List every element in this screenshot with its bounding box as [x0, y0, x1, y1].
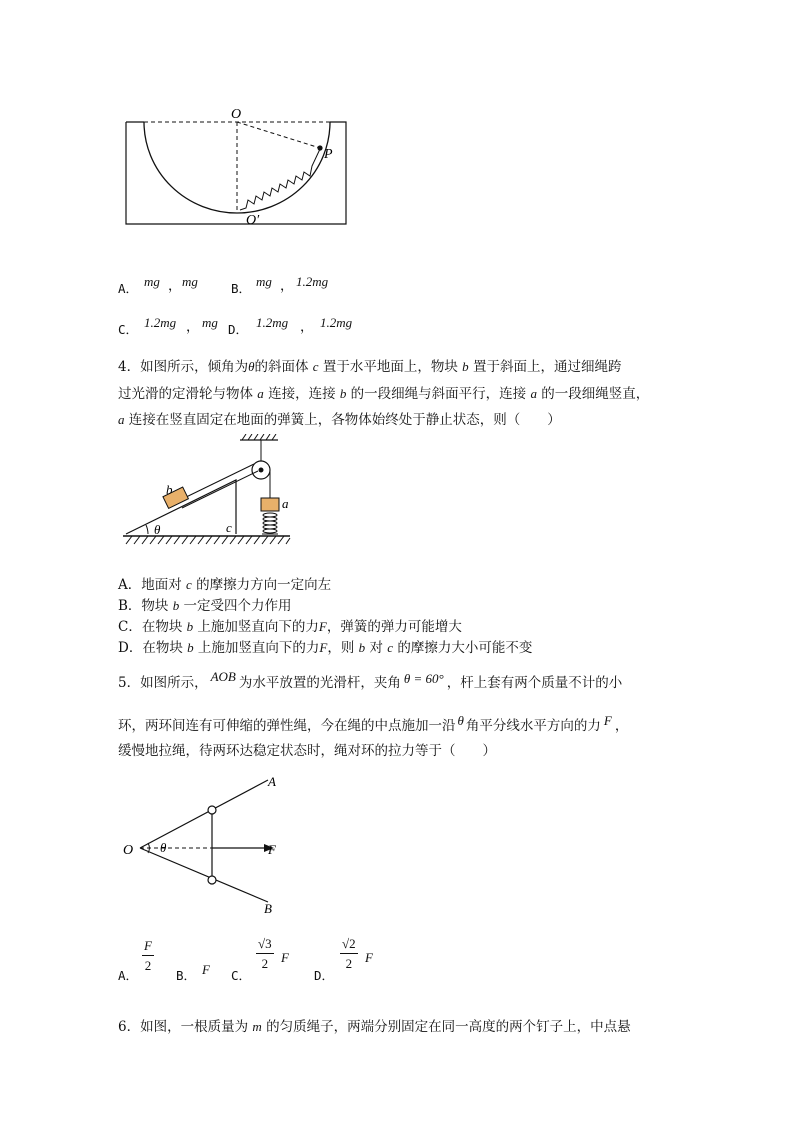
fig-label-c: c	[226, 520, 232, 535]
option-a-sep: ，	[168, 278, 182, 294]
fraction-denominator: 2	[144, 958, 152, 973]
q4-text: 的一段细绳竖直，	[536, 386, 650, 402]
q5-text: ，	[614, 718, 629, 734]
q4-var-c: c	[387, 640, 394, 655]
q4-stem-line1	[118, 360, 621, 375]
fig-label-B: B	[264, 901, 272, 916]
q4-text: 4．如图所示，倾角为	[118, 359, 249, 375]
q5-text: 角平分线水平方向的力	[465, 718, 601, 734]
q5-option-c-label: C．	[231, 968, 252, 983]
q6-text: 的匀质绳子，两端分别固定在同一高度的两个钉子上，中点悬	[261, 1019, 631, 1035]
q4-option-d	[118, 641, 532, 656]
fraction-numerator: √2	[340, 936, 358, 954]
label-O: O	[231, 107, 242, 122]
q5-option-d-F: F	[365, 950, 373, 965]
q6-var-m: m	[252, 1019, 262, 1034]
option-c-sep: ，	[186, 319, 200, 335]
q4-var-b: b	[339, 386, 347, 401]
q5-text: 5．如图所示，	[118, 675, 208, 691]
q4-option-b	[118, 599, 292, 614]
figure-incline-pulley	[118, 434, 298, 552]
q5-option-b-value: F	[202, 962, 210, 977]
q4-text: 一定受四个力作用	[179, 598, 292, 614]
label-O-prime: O′	[246, 213, 260, 228]
q4-var-c: c	[312, 359, 319, 374]
fig-label-O: O	[123, 843, 134, 858]
fraction-numerator: √3	[256, 936, 274, 954]
q4-text: D．在物块	[118, 640, 188, 656]
option-c-value2: mg	[202, 315, 218, 330]
option-c-label: C．	[118, 322, 139, 337]
option-c-value1: 1.2mg	[144, 315, 177, 330]
q4-stem-line3	[118, 413, 561, 428]
q6-text: 6．如图，一根质量为	[118, 1019, 253, 1035]
option-a-label: A．	[118, 281, 139, 296]
q4-var-b: b	[186, 619, 194, 634]
q4-theta: θ	[248, 359, 255, 374]
q4-var-F: F	[318, 619, 327, 634]
label-P: P	[324, 147, 333, 162]
option-b-label: B．	[231, 281, 252, 296]
q4-var-a: a	[118, 412, 125, 427]
q5-text: ，杆上套有两个质量不计的小	[446, 675, 623, 691]
q4-var-a: a	[257, 386, 264, 401]
q5-text: 为水平放置的光滑杆，夹角	[238, 675, 401, 691]
q5-stem-line2	[118, 713, 629, 734]
fraction-denominator: 2	[261, 956, 269, 971]
q4-var-b: b	[172, 598, 180, 613]
q5-theta-eq: θ = 60°	[403, 671, 444, 686]
fraction-numerator: F	[142, 938, 154, 956]
option-b-value2: 1.2mg	[296, 274, 329, 289]
option-d-value1: 1.2mg	[256, 315, 289, 330]
option-d-value2: 1.2mg	[320, 315, 353, 330]
q4-text: 的摩擦力大小可能不变	[393, 640, 533, 656]
q4-text: 上施加竖直向下的力	[193, 619, 319, 635]
q5-option-c-fraction	[256, 936, 274, 972]
q4-option-c	[118, 620, 462, 635]
option-d-label: D．	[228, 322, 249, 337]
q5-option-a-label: A．	[118, 968, 139, 983]
q4-text: B．物块	[118, 598, 173, 614]
q5-option-a-fraction	[142, 938, 154, 974]
q4-var-b: b	[358, 640, 366, 655]
q4-text: A．地面对	[118, 577, 187, 593]
q4-stem-line2	[118, 387, 649, 402]
q5-text: 缓慢地拉绳，待两环达稳定状态时，绳对环的拉力等于（ ）	[118, 743, 496, 759]
fig-label-a: a	[282, 496, 289, 511]
q5-var-F: F	[603, 713, 612, 728]
q5-option-d-fraction	[340, 936, 358, 972]
option-b-value1: mg	[256, 274, 272, 289]
q4-var-b: b	[462, 359, 469, 374]
q5-stem-line3	[118, 745, 496, 759]
q4-var-c: c	[186, 577, 192, 592]
q5-text: 环，两环间连有可伸缩的弹性绳，今在绳的中点施加一沿	[118, 718, 456, 734]
q4-var-F: F	[319, 640, 328, 655]
q5-options	[118, 936, 398, 983]
figure-bowl-spring	[120, 100, 360, 230]
q5-stem-line1	[118, 669, 623, 691]
q4-text: 置于斜面上，通过细绳跨	[468, 359, 622, 375]
q6-stem-line1	[118, 1020, 631, 1035]
fig-label-theta: θ	[160, 840, 167, 855]
q5-option-b-label: B．	[176, 968, 197, 983]
fig-label-A: A	[268, 774, 276, 789]
option-b-sep: ，	[280, 278, 294, 294]
q4-text: ，则	[327, 640, 359, 656]
fraction-denominator: 2	[345, 956, 353, 971]
fig-label-theta: θ	[154, 522, 161, 537]
q4-option-a	[118, 578, 331, 593]
q4-text: 连接在竖直固定在地面的弹簧上，各物体始终处于静止状态，则（ ）	[124, 412, 561, 428]
fig-label-F: F	[268, 842, 276, 857]
fig-label-b: b	[166, 482, 173, 497]
q4-text: 的摩擦力方向一定向左	[191, 577, 332, 593]
q4-text: ，弹簧的弹力可能增大	[326, 619, 462, 635]
q4-var-a: a	[530, 386, 537, 401]
option-d-sep: ，	[300, 319, 314, 335]
q4-var-b: b	[187, 640, 194, 655]
option-a-value2: mg	[182, 274, 198, 289]
q4-text: 连接，连接	[263, 386, 340, 402]
q5-option-d-label: D．	[314, 968, 335, 983]
q4-text: C．在物块	[118, 619, 187, 635]
q4-text: 置于水平地面上，物块	[318, 359, 463, 375]
q4-text: 对	[365, 640, 388, 656]
q4-text: 的一段细绳与斜面平行，连接	[346, 386, 531, 402]
option-a-value1: mg	[144, 274, 160, 289]
q5-option-c-F: F	[281, 950, 289, 965]
q4-text: 过光滑的定滑轮与物体	[118, 386, 258, 402]
figure-rods-ring	[118, 772, 298, 918]
q4-text: 上施加竖直向下的力	[193, 640, 320, 656]
q5-theta: θ	[457, 713, 464, 728]
q4-text: 的斜面体	[254, 359, 313, 375]
q5-var-AOB: AOB	[210, 669, 236, 684]
